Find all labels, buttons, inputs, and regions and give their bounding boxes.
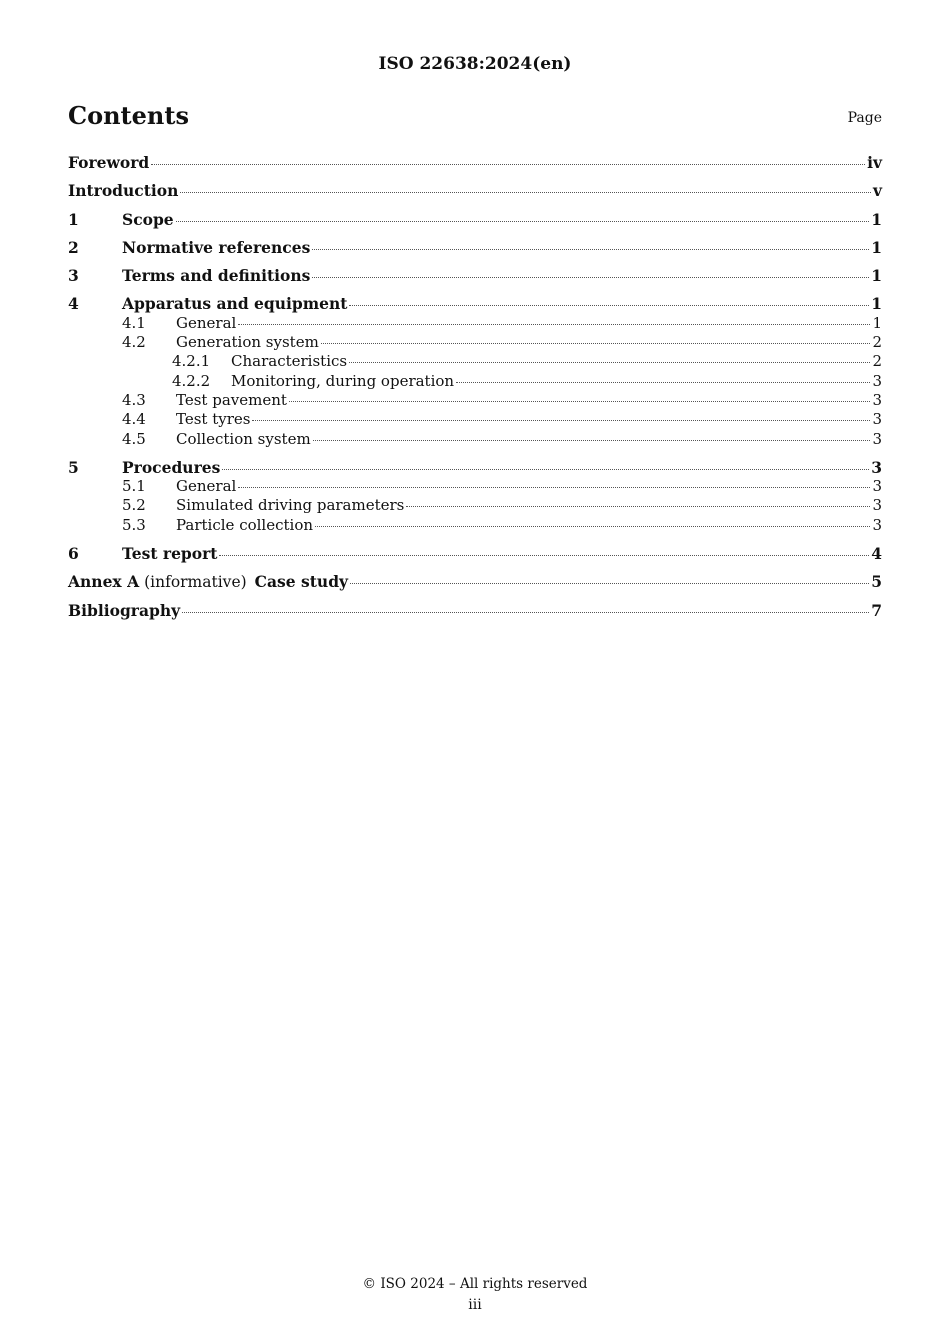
toc-entry-annex-a[interactable] bbox=[68, 572, 882, 591]
dot-leader bbox=[151, 164, 865, 165]
dot-leader bbox=[238, 324, 870, 325]
toc-entry-terms-and-definitions[interactable] bbox=[68, 266, 882, 285]
document-id-header: ISO 22638:2024(en) bbox=[378, 54, 572, 74]
copyright-notice: © ISO 2024 – All rights reserved bbox=[362, 1276, 588, 1292]
toc-entry-page: 3 bbox=[872, 390, 882, 409]
toc-entry-number: 5.3 bbox=[122, 515, 146, 534]
toc-entry-4-2-1-characteristics[interactable] bbox=[68, 352, 882, 371]
toc-entry-page: 7 bbox=[871, 600, 882, 620]
toc-entry-page: 3 bbox=[871, 457, 882, 477]
toc-entry-5-3-particle-collection[interactable] bbox=[68, 516, 882, 535]
toc-entry-normative-references[interactable] bbox=[68, 238, 882, 257]
toc-entry-page: iv bbox=[867, 153, 882, 172]
toc-entry-title: Test pavement bbox=[176, 390, 287, 409]
toc-entry-title: Bibliography bbox=[68, 600, 181, 620]
toc-entry-page: 1 bbox=[871, 266, 882, 286]
toc-entry-page: 1 bbox=[871, 237, 882, 257]
toc-entry-title: Procedures bbox=[122, 457, 221, 477]
toc-entry-title: General bbox=[176, 313, 237, 332]
toc-entry-number: 4.5 bbox=[122, 429, 146, 448]
toc-entry-number: 3 bbox=[68, 266, 79, 286]
toc-entry-4-3-test-pavement[interactable] bbox=[68, 391, 882, 410]
dot-leader bbox=[252, 420, 870, 421]
toc-entry-number: 2 bbox=[68, 237, 79, 257]
dot-leader bbox=[315, 526, 870, 527]
toc-entry-number: 4.4 bbox=[122, 410, 146, 429]
toc-entry-title: Scope bbox=[122, 209, 174, 229]
toc-entry-page: 3 bbox=[872, 410, 882, 429]
dot-leader bbox=[180, 192, 871, 193]
toc-entry-title: Apparatus and equipment bbox=[122, 294, 348, 314]
toc-entry-title: Terms and definitions bbox=[122, 266, 311, 286]
toc-entry-page: 2 bbox=[872, 352, 882, 371]
dot-leader bbox=[349, 305, 869, 306]
toc-entry-page: 3 bbox=[872, 496, 882, 515]
toc-entry-title: Particle collection bbox=[176, 515, 314, 534]
dot-leader bbox=[312, 277, 869, 278]
toc-entry-title: Test report bbox=[122, 544, 218, 564]
toc-entry-number: 5.1 bbox=[122, 477, 146, 496]
toc-entry-number: 4.2 bbox=[122, 333, 146, 352]
dot-leader bbox=[222, 469, 869, 470]
toc-entry-foreword[interactable] bbox=[68, 153, 882, 172]
toc-entry-5-1-general[interactable] bbox=[68, 477, 882, 496]
annex-type: (informative) bbox=[144, 573, 247, 592]
table-of-contents bbox=[68, 153, 882, 620]
toc-entry-title: Foreword bbox=[68, 153, 150, 172]
toc-entry-page: 4 bbox=[871, 544, 882, 564]
toc-entry-page: 5 bbox=[871, 572, 882, 592]
toc-entry-test-report[interactable] bbox=[68, 544, 882, 563]
toc-entry-apparatus-and-equipment[interactable] bbox=[68, 294, 882, 313]
toc-entry-title: Normative references bbox=[122, 237, 311, 257]
toc-entry-number: 4.2.2 bbox=[172, 371, 211, 390]
dot-leader bbox=[313, 440, 871, 441]
toc-entry-procedures[interactable] bbox=[68, 458, 882, 477]
toc-entry-title: Characteristics bbox=[231, 352, 348, 371]
toc-entry-bibliography[interactable] bbox=[68, 601, 882, 620]
page-column-label: Page bbox=[847, 110, 882, 126]
toc-entry-number: 1 bbox=[68, 209, 79, 229]
annex-label: Annex A bbox=[68, 572, 140, 592]
dot-leader bbox=[238, 487, 870, 488]
dot-leader bbox=[350, 583, 869, 584]
toc-entry-page: 2 bbox=[872, 333, 882, 352]
toc-entry-title: Case study bbox=[254, 572, 349, 592]
toc-entry-4-2-generation-system[interactable] bbox=[68, 333, 882, 352]
dot-leader bbox=[456, 382, 870, 383]
toc-entry-5-2-simulated-driving-parameters[interactable] bbox=[68, 496, 882, 515]
toc-entry-number: 5 bbox=[68, 457, 79, 477]
toc-entry-title: General bbox=[176, 477, 237, 496]
toc-entry-4-5-collection-system[interactable] bbox=[68, 430, 882, 449]
toc-entry-introduction[interactable] bbox=[68, 181, 882, 200]
toc-entry-title: Collection system bbox=[176, 429, 311, 448]
toc-entry-4-1-general[interactable] bbox=[68, 314, 882, 333]
toc-entry-scope[interactable] bbox=[68, 210, 882, 229]
toc-entry-4-4-test-tyres[interactable] bbox=[68, 410, 882, 429]
toc-entry-title: Test tyres bbox=[176, 410, 251, 429]
toc-entry-page: 3 bbox=[872, 371, 882, 390]
toc-entry-title: Introduction bbox=[68, 181, 179, 201]
toc-entry-title: Simulated driving parameters bbox=[176, 496, 405, 515]
toc-entry-number: 5.2 bbox=[122, 496, 146, 515]
toc-entry-page: 1 bbox=[871, 209, 882, 229]
toc-entry-page: 3 bbox=[872, 477, 882, 496]
contents-title: Contents bbox=[68, 101, 189, 130]
dot-leader bbox=[406, 506, 870, 507]
dot-leader bbox=[349, 362, 870, 363]
toc-entry-title: Generation system bbox=[176, 333, 319, 352]
toc-entry-number: 6 bbox=[68, 544, 79, 564]
toc-entry-title: Monitoring, during operation bbox=[231, 371, 455, 390]
toc-entry-number: 4.1 bbox=[122, 313, 146, 332]
toc-entry-page: 3 bbox=[872, 429, 882, 448]
page-number: iii bbox=[468, 1297, 482, 1313]
toc-entry-4-2-2-monitoring[interactable] bbox=[68, 372, 882, 391]
dot-leader bbox=[289, 401, 871, 402]
toc-entry-number: 4.3 bbox=[122, 390, 146, 409]
dot-leader bbox=[182, 612, 869, 613]
toc-entry-page: v bbox=[872, 181, 882, 201]
dot-leader bbox=[321, 343, 871, 344]
toc-entry-number: 4 bbox=[68, 294, 79, 314]
toc-entry-page: 1 bbox=[871, 294, 882, 314]
toc-entry-page: 1 bbox=[872, 313, 882, 332]
toc-entry-number: 4.2.1 bbox=[172, 352, 211, 371]
dot-leader bbox=[312, 249, 869, 250]
toc-entry-page: 3 bbox=[872, 515, 882, 534]
dot-leader bbox=[219, 555, 869, 556]
dot-leader bbox=[176, 221, 870, 222]
